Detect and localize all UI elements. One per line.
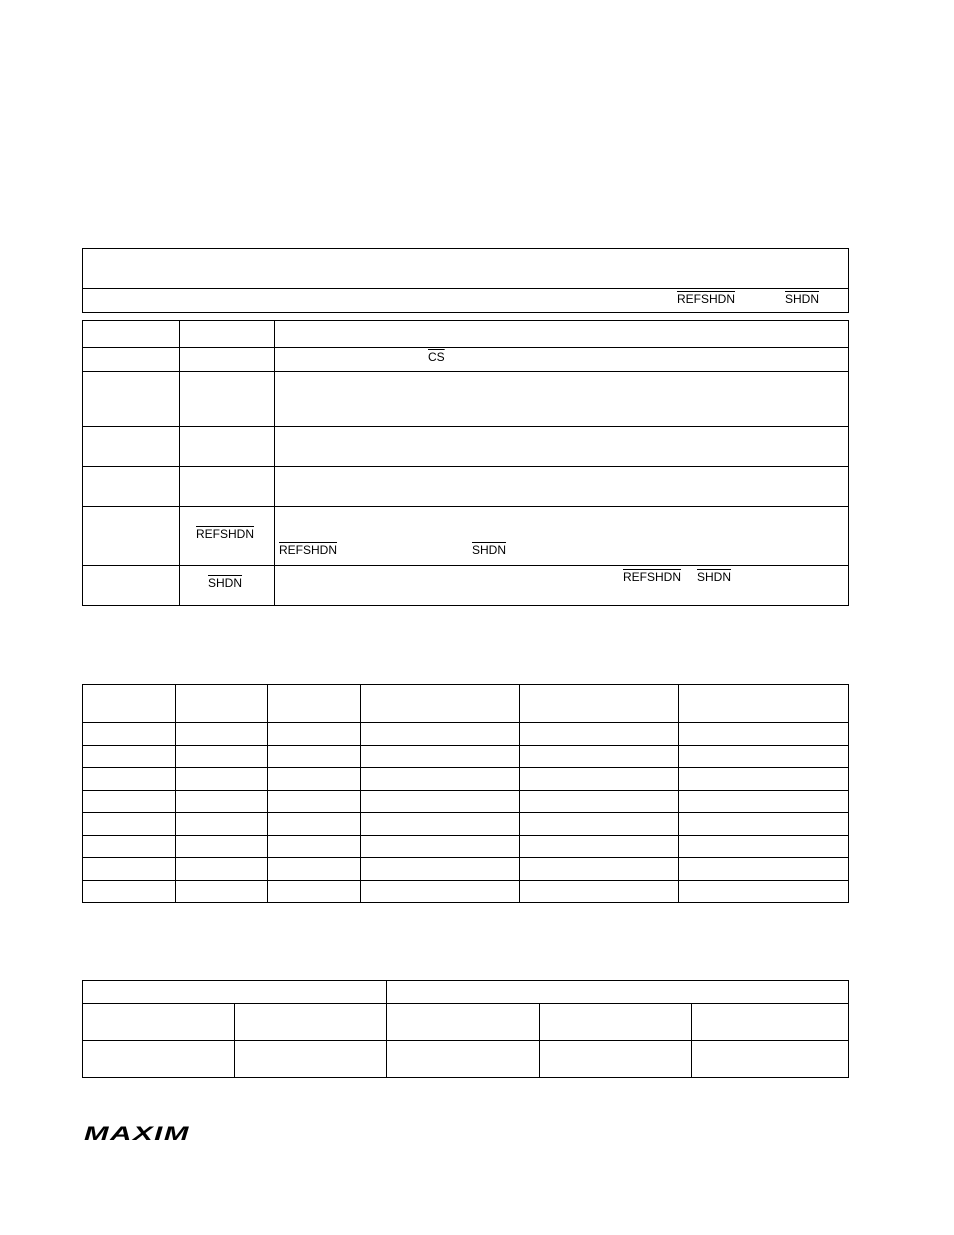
table-row — [83, 768, 849, 791]
register-bits-cell — [83, 289, 849, 313]
grouped-table — [82, 980, 849, 1078]
table-row — [83, 836, 849, 858]
table-row — [83, 348, 849, 372]
maxim-logo — [84, 1124, 190, 1142]
shdn-description-ref-2: SHDN — [697, 570, 732, 584]
six-column-table — [82, 684, 849, 903]
table-row — [83, 566, 849, 606]
table-row — [83, 467, 849, 507]
table-header-row — [83, 1004, 849, 1041]
table-row — [83, 507, 849, 566]
shdn-signal-label: SHDN — [785, 292, 820, 306]
table-row — [83, 813, 849, 836]
table-row — [83, 791, 849, 813]
table-header-row — [83, 685, 849, 723]
refshdn-description-ref-2: REFSHDN — [623, 570, 682, 584]
shdn-bit-name: SHDN — [208, 576, 243, 590]
refshdn-signal-label: REFSHDN — [677, 292, 736, 306]
register-title-cell — [83, 249, 849, 289]
cs-signal-label: $\overline{CS}$ — [428, 350, 445, 364]
table-row — [83, 321, 849, 348]
table-row — [83, 427, 849, 467]
table-row — [83, 881, 849, 903]
register-header-table — [82, 248, 849, 313]
refshdn-bit-name: REFSHDN — [196, 527, 255, 541]
bit-description-table — [82, 320, 849, 606]
table-row — [83, 746, 849, 768]
table-row — [83, 723, 849, 746]
shdn-description-ref: SHDN — [472, 543, 507, 557]
table-row — [83, 1041, 849, 1078]
table-row — [83, 372, 849, 427]
table-group-header-row — [83, 981, 849, 1004]
logo-text: MAXIM — [84, 1124, 190, 1142]
table-row — [83, 858, 849, 881]
refshdn-description-ref: REFSHDN — [279, 543, 338, 557]
